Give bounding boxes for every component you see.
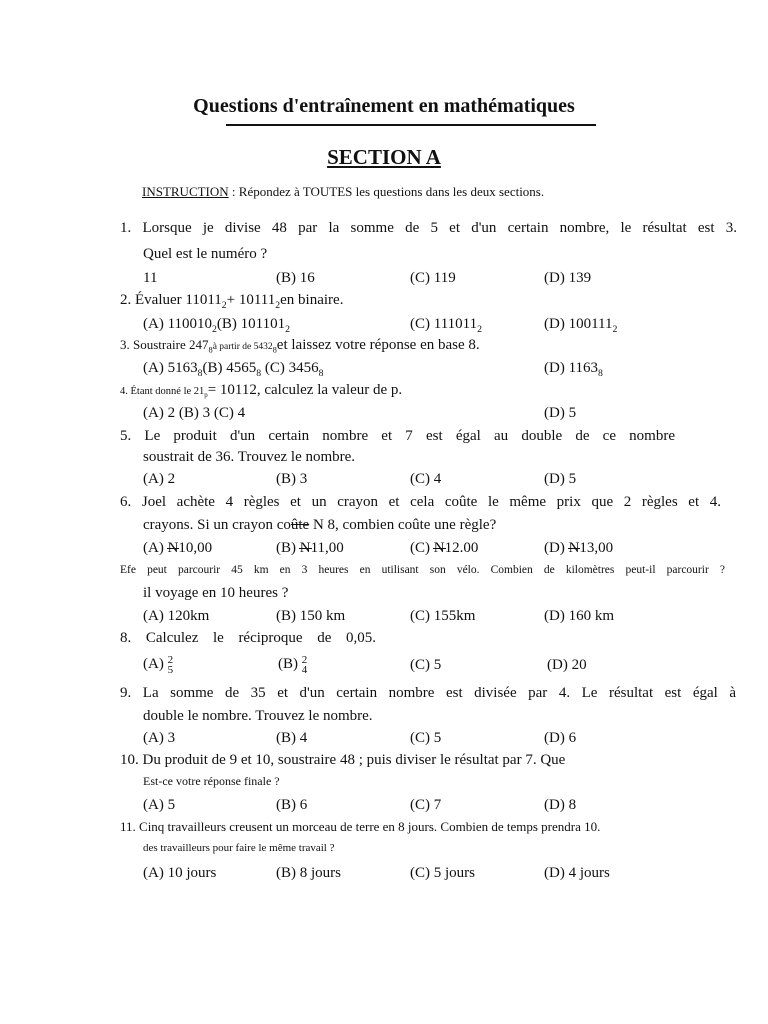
question-1-option-b: (B) 16 bbox=[276, 270, 315, 286]
question-10-option-d: (D) 8 bbox=[544, 797, 577, 813]
question-10-line-2: Est-ce votre réponse finale ? bbox=[143, 774, 280, 788]
question-8-option-a: (A) 2 5 bbox=[143, 653, 174, 676]
question-10-option-b: (B) 6 bbox=[276, 797, 308, 813]
question-6-line-1: 6. Joel achète 4 règles et un crayon et cela coûte le même prix que 2 règles et 4. bbox=[120, 494, 721, 510]
question-6-option-b: (B) N11,00 bbox=[276, 540, 344, 556]
question-5-option-a: (A) 2 bbox=[143, 471, 176, 487]
question-9-option-a: (A) 3 bbox=[143, 730, 176, 746]
question-3-line-1: 3. Soustraire $247_8à$ partir de $5432_8et$ laissez votre réponse en base 8. bbox=[120, 337, 480, 355]
question-11-line-2: des travailleurs pour faire le même travail ? bbox=[143, 842, 335, 854]
question-7-option-a: (A) 120km bbox=[143, 608, 210, 624]
question-1-option-a: 11 bbox=[143, 270, 158, 286]
question-7-line-1: Efe peut parcourir 45 km en 3 heures en utilisant son vélo. Combien de kilomètres peut-il parcourir ? bbox=[120, 564, 725, 576]
question-6-option-a: (A) N10,00 bbox=[143, 540, 213, 556]
question-2-option-c: (C) $111011_2$ bbox=[410, 316, 482, 335]
naira-sign: N bbox=[299, 540, 311, 556]
page-title: Questions d'entraînement en mathématiques bbox=[193, 95, 575, 117]
question-4-line-1: 4. Étant donné le $21_p= 10112$, calculez la valeur de p. bbox=[120, 382, 403, 400]
question-2-options-a-b: (A) $110010_2(B)$ $101101_2$ bbox=[143, 316, 290, 335]
question-9-line-1: 9. La somme de 35 et d'un certain nombre est divisée par 4. Le résultat est égal à bbox=[120, 685, 736, 701]
instruction-label: INSTRUCTION bbox=[142, 184, 229, 199]
question-5-line-1: 5. Le produit d'un certain nombre et 7 est égal au double de ce nombre bbox=[120, 428, 675, 444]
naira-sign: N bbox=[167, 540, 179, 556]
question-8-line-1: 8. Calculez le réciproque de 0,05. bbox=[120, 630, 376, 646]
question-2-line-1: 2. Évaluer $11011_2+ 10111_2en$ binaire. bbox=[120, 292, 344, 311]
question-1-line-2: Quel est le numéro ? bbox=[143, 246, 268, 262]
question-7-option-d: (D) 160 km bbox=[544, 608, 614, 624]
question-10-option-a: (A) 5 bbox=[143, 797, 176, 813]
question-9-option-c: (C) 5 bbox=[410, 730, 442, 746]
question-1-option-d: (D) 139 bbox=[544, 270, 592, 286]
naira-sign: N bbox=[433, 540, 445, 556]
title-underline bbox=[226, 124, 596, 126]
question-9-option-b: (B) 4 bbox=[276, 730, 308, 746]
question-8-option-d: (D) 20 bbox=[547, 657, 587, 673]
question-4-options-a-b-c: (A) 2 (B) 3 (C) 4 bbox=[143, 405, 246, 421]
question-9-option-d: (D) 6 bbox=[544, 730, 577, 746]
question-7-option-b: (B) 150 km bbox=[276, 608, 346, 624]
question-1-option-c: (C) 119 bbox=[410, 270, 456, 286]
question-7-line-2: il voyage en 10 heures ? bbox=[143, 585, 289, 601]
question-11-option-c: (C) 5 jours bbox=[410, 865, 475, 881]
question-4-option-d: (D) 5 bbox=[544, 405, 577, 421]
fraction: 2 5 bbox=[167, 653, 174, 676]
question-2-option-d: (D) $100111_2$ bbox=[544, 316, 618, 335]
question-10-option-c: (C) 7 bbox=[410, 797, 442, 813]
question-11-option-a: (A) 10 jours bbox=[143, 865, 217, 881]
instruction bbox=[142, 183, 544, 201]
naira-sign: N bbox=[568, 540, 580, 556]
question-5-line-2: soustrait de 36. Trouvez le nombre. bbox=[143, 449, 356, 465]
section-heading: SECTION A bbox=[327, 145, 441, 169]
question-11-option-d: (D) 4 jours bbox=[544, 865, 610, 881]
question-5-option-c: (C) 4 bbox=[410, 471, 442, 487]
question-6-option-d: (D) N13,00 bbox=[544, 540, 614, 556]
question-6-option-c: (C) N12.00 bbox=[410, 540, 479, 556]
fraction: 2 4 bbox=[301, 653, 308, 676]
question-9-line-2: double le nombre. Trouvez le nombre. bbox=[143, 708, 373, 724]
question-6-line-2: crayons. Si un crayon coûte N 8, combien coûte une règle? bbox=[143, 517, 497, 533]
question-11-line-1: 11. Cinq travailleurs creusent un morceau de terre en 8 jours. Combien de temps prendra 10. bbox=[120, 819, 601, 834]
question-3-option-d: (D) $1163_8$ bbox=[544, 360, 603, 379]
question-5-option-d: (D) 5 bbox=[544, 471, 577, 487]
question-11-option-b: (B) 8 jours bbox=[276, 865, 341, 881]
question-7-option-c: (C) 155km bbox=[410, 608, 476, 624]
question-5-option-b: (B) 3 bbox=[276, 471, 308, 487]
question-8-option-c: (C) 5 bbox=[410, 657, 442, 673]
question-1-line-1: 1. Lorsque je divise 48 par la somme de 5 et d'un certain nombre, le résultat est 3. bbox=[120, 220, 737, 236]
question-8-option-b: (B) 2 4 bbox=[278, 653, 308, 676]
question-10-line-1: 10. Du produit de 9 et 10, soustraire 48 ; puis diviser le résultat par 7. Que bbox=[120, 752, 566, 768]
instruction-text: : Répondez à TOUTES les questions dans les deux sections. bbox=[228, 184, 545, 199]
question-3-options-a-b-c: (A) $5163_8(B)$ $4565_8$ (C) $3456_8$ bbox=[143, 360, 324, 379]
